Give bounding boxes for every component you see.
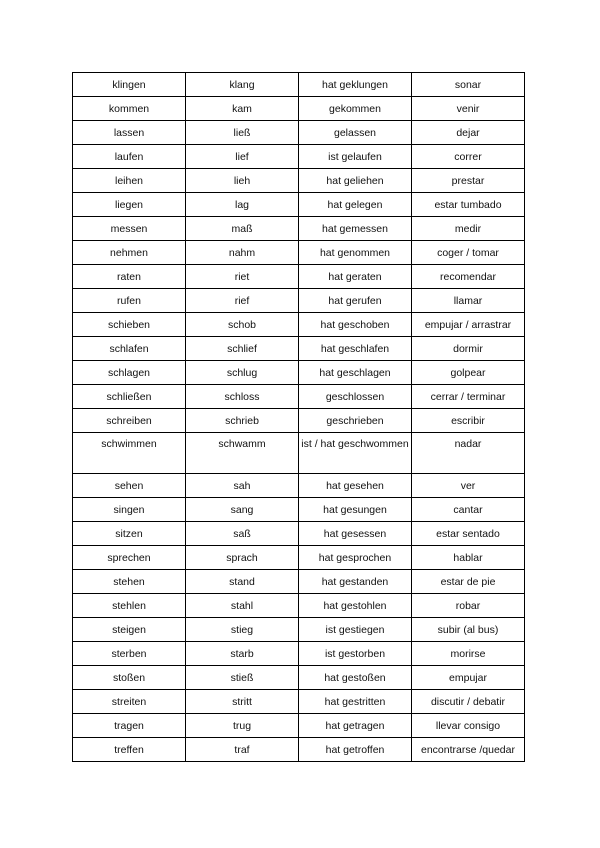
- preterite-cell: kam: [186, 97, 299, 121]
- participle-cell: hat getroffen: [299, 738, 412, 762]
- participle-cell: geschlossen: [299, 385, 412, 409]
- translation-cell: morirse: [412, 642, 525, 666]
- infinitive-cell: tragen: [73, 714, 186, 738]
- translation-cell: medir: [412, 217, 525, 241]
- participle-cell: hat gerufen: [299, 289, 412, 313]
- table-row: [73, 498, 525, 522]
- participle-cell: hat gestoßen: [299, 666, 412, 690]
- table-row: [73, 433, 525, 474]
- preterite-cell: schlief: [186, 337, 299, 361]
- table-row: [73, 570, 525, 594]
- table-row: [73, 361, 525, 385]
- verb-conjugation-table: [72, 72, 525, 762]
- preterite-cell: lieh: [186, 169, 299, 193]
- table-row: [73, 666, 525, 690]
- preterite-cell: sah: [186, 474, 299, 498]
- participle-cell: gelassen: [299, 121, 412, 145]
- table-row: [73, 169, 525, 193]
- table-row: [73, 73, 525, 97]
- preterite-cell: stritt: [186, 690, 299, 714]
- infinitive-cell: sprechen: [73, 546, 186, 570]
- preterite-cell: saß: [186, 522, 299, 546]
- participle-cell: gekommen: [299, 97, 412, 121]
- table-row: [73, 409, 525, 433]
- translation-cell: nadar: [412, 433, 525, 474]
- participle-cell: ist gelaufen: [299, 145, 412, 169]
- translation-cell: sonar: [412, 73, 525, 97]
- infinitive-cell: laufen: [73, 145, 186, 169]
- participle-cell: hat gesprochen: [299, 546, 412, 570]
- translation-cell: empujar / arrastrar: [412, 313, 525, 337]
- participle-cell: hat geschlafen: [299, 337, 412, 361]
- infinitive-cell: nehmen: [73, 241, 186, 265]
- preterite-cell: schlug: [186, 361, 299, 385]
- translation-cell: venir: [412, 97, 525, 121]
- translation-cell: llevar consigo: [412, 714, 525, 738]
- translation-cell: hablar: [412, 546, 525, 570]
- translation-cell: dejar: [412, 121, 525, 145]
- translation-cell: encontrarse /quedar: [412, 738, 525, 762]
- preterite-cell: riet: [186, 265, 299, 289]
- preterite-cell: schob: [186, 313, 299, 337]
- translation-cell: robar: [412, 594, 525, 618]
- participle-cell: hat geschoben: [299, 313, 412, 337]
- translation-cell: golpear: [412, 361, 525, 385]
- participle-cell: hat gelegen: [299, 193, 412, 217]
- preterite-cell: stieg: [186, 618, 299, 642]
- table-row: [73, 714, 525, 738]
- table-row: [73, 522, 525, 546]
- preterite-cell: stand: [186, 570, 299, 594]
- infinitive-cell: streiten: [73, 690, 186, 714]
- infinitive-cell: sitzen: [73, 522, 186, 546]
- table-row: [73, 121, 525, 145]
- table-row: [73, 217, 525, 241]
- table-row: [73, 241, 525, 265]
- table-row: [73, 313, 525, 337]
- participle-cell: hat gestohlen: [299, 594, 412, 618]
- infinitive-cell: treffen: [73, 738, 186, 762]
- translation-cell: estar tumbado: [412, 193, 525, 217]
- participle-cell: hat geklungen: [299, 73, 412, 97]
- translation-cell: llamar: [412, 289, 525, 313]
- infinitive-cell: schwimmen: [73, 433, 186, 474]
- participle-cell: geschrieben: [299, 409, 412, 433]
- translation-cell: empujar: [412, 666, 525, 690]
- infinitive-cell: messen: [73, 217, 186, 241]
- translation-cell: dormir: [412, 337, 525, 361]
- translation-cell: escribir: [412, 409, 525, 433]
- table-row: [73, 97, 525, 121]
- table-row: [73, 337, 525, 361]
- participle-cell: hat geraten: [299, 265, 412, 289]
- preterite-cell: schloss: [186, 385, 299, 409]
- preterite-cell: sang: [186, 498, 299, 522]
- translation-cell: estar de pie: [412, 570, 525, 594]
- participle-cell: hat gesungen: [299, 498, 412, 522]
- infinitive-cell: schlagen: [73, 361, 186, 385]
- participle-cell: hat gesehen: [299, 474, 412, 498]
- verb-table-body: [73, 73, 525, 762]
- table-row: [73, 690, 525, 714]
- preterite-cell: rief: [186, 289, 299, 313]
- table-row: [73, 289, 525, 313]
- translation-cell: discutir / debatir: [412, 690, 525, 714]
- infinitive-cell: lassen: [73, 121, 186, 145]
- infinitive-cell: stehlen: [73, 594, 186, 618]
- preterite-cell: maß: [186, 217, 299, 241]
- participle-cell: ist / hat geschwommen: [299, 433, 412, 474]
- table-row: [73, 385, 525, 409]
- translation-cell: prestar: [412, 169, 525, 193]
- preterite-cell: ließ: [186, 121, 299, 145]
- preterite-cell: starb: [186, 642, 299, 666]
- infinitive-cell: stehen: [73, 570, 186, 594]
- preterite-cell: lag: [186, 193, 299, 217]
- participle-cell: hat gestritten: [299, 690, 412, 714]
- participle-cell: ist gestiegen: [299, 618, 412, 642]
- participle-cell: hat geschlagen: [299, 361, 412, 385]
- participle-cell: hat geliehen: [299, 169, 412, 193]
- participle-cell: ist gestorben: [299, 642, 412, 666]
- table-row: [73, 594, 525, 618]
- participle-cell: hat genommen: [299, 241, 412, 265]
- preterite-cell: lief: [186, 145, 299, 169]
- infinitive-cell: klingen: [73, 73, 186, 97]
- participle-cell: hat gesessen: [299, 522, 412, 546]
- table-row: [73, 193, 525, 217]
- preterite-cell: traf: [186, 738, 299, 762]
- infinitive-cell: singen: [73, 498, 186, 522]
- infinitive-cell: schlafen: [73, 337, 186, 361]
- table-row: [73, 474, 525, 498]
- translation-cell: subir (al bus): [412, 618, 525, 642]
- infinitive-cell: schreiben: [73, 409, 186, 433]
- participle-cell: hat gestanden: [299, 570, 412, 594]
- preterite-cell: trug: [186, 714, 299, 738]
- infinitive-cell: schließen: [73, 385, 186, 409]
- translation-cell: correr: [412, 145, 525, 169]
- preterite-cell: stahl: [186, 594, 299, 618]
- infinitive-cell: steigen: [73, 618, 186, 642]
- translation-cell: cerrar / terminar: [412, 385, 525, 409]
- preterite-cell: nahm: [186, 241, 299, 265]
- table-row: [73, 265, 525, 289]
- translation-cell: cantar: [412, 498, 525, 522]
- preterite-cell: schwamm: [186, 433, 299, 474]
- translation-cell: estar sentado: [412, 522, 525, 546]
- preterite-cell: stieß: [186, 666, 299, 690]
- infinitive-cell: stoßen: [73, 666, 186, 690]
- preterite-cell: sprach: [186, 546, 299, 570]
- infinitive-cell: rufen: [73, 289, 186, 313]
- translation-cell: recomendar: [412, 265, 525, 289]
- infinitive-cell: kommen: [73, 97, 186, 121]
- translation-cell: coger / tomar: [412, 241, 525, 265]
- infinitive-cell: sehen: [73, 474, 186, 498]
- table-row: [73, 738, 525, 762]
- infinitive-cell: sterben: [73, 642, 186, 666]
- preterite-cell: schrieb: [186, 409, 299, 433]
- infinitive-cell: raten: [73, 265, 186, 289]
- table-row: [73, 618, 525, 642]
- table-row: [73, 546, 525, 570]
- translation-cell: ver: [412, 474, 525, 498]
- infinitive-cell: liegen: [73, 193, 186, 217]
- participle-cell: hat gemessen: [299, 217, 412, 241]
- table-row: [73, 145, 525, 169]
- preterite-cell: klang: [186, 73, 299, 97]
- participle-cell: hat getragen: [299, 714, 412, 738]
- table-row: [73, 642, 525, 666]
- infinitive-cell: leihen: [73, 169, 186, 193]
- infinitive-cell: schieben: [73, 313, 186, 337]
